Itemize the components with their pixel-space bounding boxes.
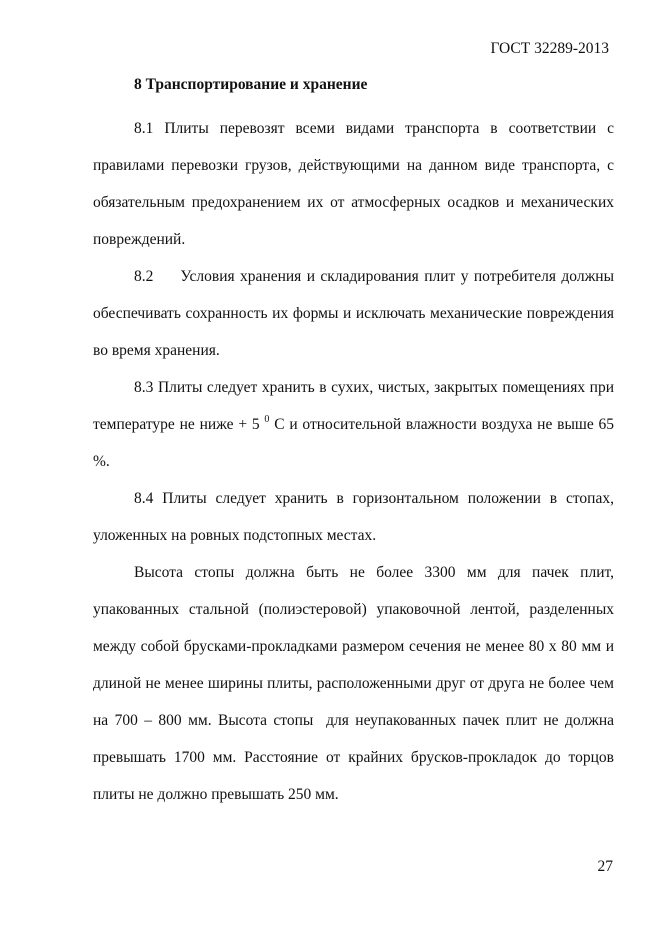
paragraph-8-2: 8.2 Условия хранения и складирования плит у потребителя должны обеспечивать сохранность их формы и исключать механические повреждения во время хранения. [93, 268, 618, 359]
page-number: 27 [597, 858, 613, 875]
paragraph-8-3 [93, 369, 614, 480]
degree-superscript: 0 [264, 414, 270, 425]
paragraph-8-3-text-end: С и относительной влажности воздуха не выше 65 %. [93, 416, 614, 470]
paragraph-8-4: 8.4 Плиты следует хранить в горизонтальном положении в стопах, уложенных на ровных подстопных местах. [93, 490, 614, 544]
paragraph-8-1: 8.1 Плиты перевозят всеми видами транспорта в соответствии с правилами перевозки грузов, действующими на данном виде транспорта, с обязательным предохранением их от атмосферных осадков и механических повреждений. [93, 120, 614, 248]
document-body [93, 110, 618, 813]
document-code: ГОСТ 32289-2013 [490, 40, 609, 57]
paragraph-stack-height: Высота стопы должна быть не более 3300 мм для пачек плит, упакованных стальной (полиэстеровой) упаковочной лентой, разделенных между собой брусками-прокладками размером сечения не менее 80 х 80 мм и длиной не менее ширины плиты, расположенными друг от друга не более чем на 700 – 800 мм. Высота стопы для неупакованных пачек плит не должна превышать 1700 мм. Расстояние от крайних брусков-прокладок до торцов плиты не должно превышать 250 мм. [93, 564, 618, 803]
paragraph-8-3-text-start: 8.3 Плиты следует хранить в сухих, чистых, закрытых помещениях при температуре не ниже + 5 [93, 379, 614, 433]
section-title: 8 Транспортирование и хранение [134, 76, 368, 93]
